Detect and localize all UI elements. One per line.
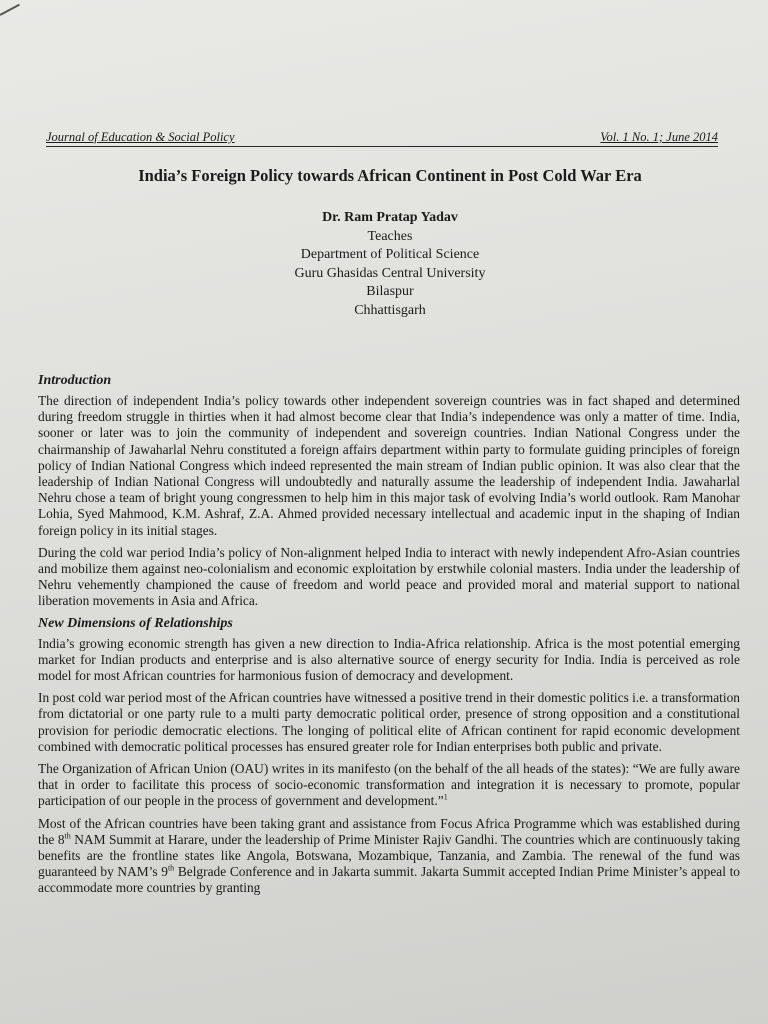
issue-info: Vol. 1 No. 1; June 2014 [600, 130, 718, 144]
author-university: Guru Ghasidas Central University [294, 265, 486, 281]
running-header [46, 130, 718, 147]
page-corner-mark [0, 4, 20, 16]
para4-part-c: Belgrade Conference and in Jakarta summit. Jakarta Summit accepted Indian Prime Minister’s appeal to accommodate more countries by granting [38, 864, 740, 896]
introduction-heading: Introduction [38, 373, 112, 388]
footnote-marker: 1 [443, 793, 448, 802]
journal-name: Journal of Education & Social Policy [46, 130, 235, 144]
journal-page [34, 130, 746, 903]
oau-quote-text: The Organization of African Union (OAU) writes in its manifesto (on the behalf of the all heads of the states): “We are fully aware that in order to facilitate this process of socio-economic transformation and integration it is necessary to promote, popular participation of our people in the process of government and development.” [38, 761, 740, 809]
para4-part-a: Most of the African countries have been taking grant and assistance from Focus Africa Programme which was established during the 8 [38, 815, 740, 847]
para4-part-b: NAM Summit at Harare, under the leadership of Prime Minister Rajiv Gandhi. The countries which are continuously taking benefits are the frontline states like Angola, Botswana, Mozambique, Tanzania, and Zambia. The renewal of the fund was guaranteed by NAM’s 9 [38, 831, 740, 880]
author-department: Department of Political Science [300, 247, 480, 262]
new-dimensions-paragraph-2: In post cold war period most of the African countries have witnessed a positive trend in their domestic politics i.e. a transformation from dictatorial or one party rule to a multi party democratic political order, presence of strong opposition and a constitutional provision for periodic democratic elections. The longing of political elite of African continent for rapid economic development combined with democratic political processes has ensured greater role for Indian enterprises both public and private. [38, 690, 740, 754]
author-state: Chhattisgarh [354, 302, 426, 318]
introduction-paragraph-1: The direction of independent India’s policy towards other independent sovereign countries was in fact shaped and determined during freedom struggle in thirties when it had almost become clear that India’s independence was only a matter of time. India, sooner or later was to join the community of independent and sovereign countries. Indian National Congress under the chairmanship of Jawaharlal Nehru constituted a foreign affairs department within party to formulate guiding principles of foreign policy of Indian National Congress which indeed represented the main stream of Indian public opinion. It was also clear that the leadership of Indian National Congress will undoubtedly and naturally assume the leadership of independent India. Jawaharlal Nehru chose a team of bright young congressmen to help him in this major task of evolving India’s world outlook. Ram Manohar Lohia, Syed Mahmood, K.M. Ashraf, Z.A. Ahmed provided necessary intellectual and academic input in the shaping of Indian foreign policy in its initial stages. [38, 393, 740, 538]
ordinal-suffix-8th: th [64, 831, 71, 841]
ordinal-suffix-9th: th [167, 863, 175, 873]
new-dimensions-paragraph-1: India’s growing economic strength has given a new direction to India-Africa relationship. Africa is the most potential emerging market for Indian products and enterprise and is also alternative source of energy security for India. India is perceived as role model for most African countries for harmonious fusion of democracy and development. [38, 635, 740, 684]
author-block [34, 209, 746, 320]
new-dimensions-paragraph-4 [38, 816, 740, 897]
author-city: Bilaspur [366, 284, 414, 299]
author-role: Teaches [367, 228, 413, 244]
new-dimensions-paragraph-3 [38, 761, 740, 810]
new-dimensions-heading: New Dimensions of Relationships [38, 615, 233, 631]
author-name: Dr. Ram Pratap Yadav [322, 210, 458, 225]
paper-title: India’s Foreign Policy towards African Continent in Post Cold War Era [138, 166, 642, 185]
introduction-paragraph-2: During the cold war period India’s policy of Non-alignment helped India to interact with newly independent Afro-Asian countries and mobilize them against neo-colonialism and economic exploitation by erstwhile colonial masters. India under the leadership of Nehru vehemently championed the cause of freedom and world peace and provided moral and material support to national liberation movements in Asia and Africa. [38, 544, 740, 609]
